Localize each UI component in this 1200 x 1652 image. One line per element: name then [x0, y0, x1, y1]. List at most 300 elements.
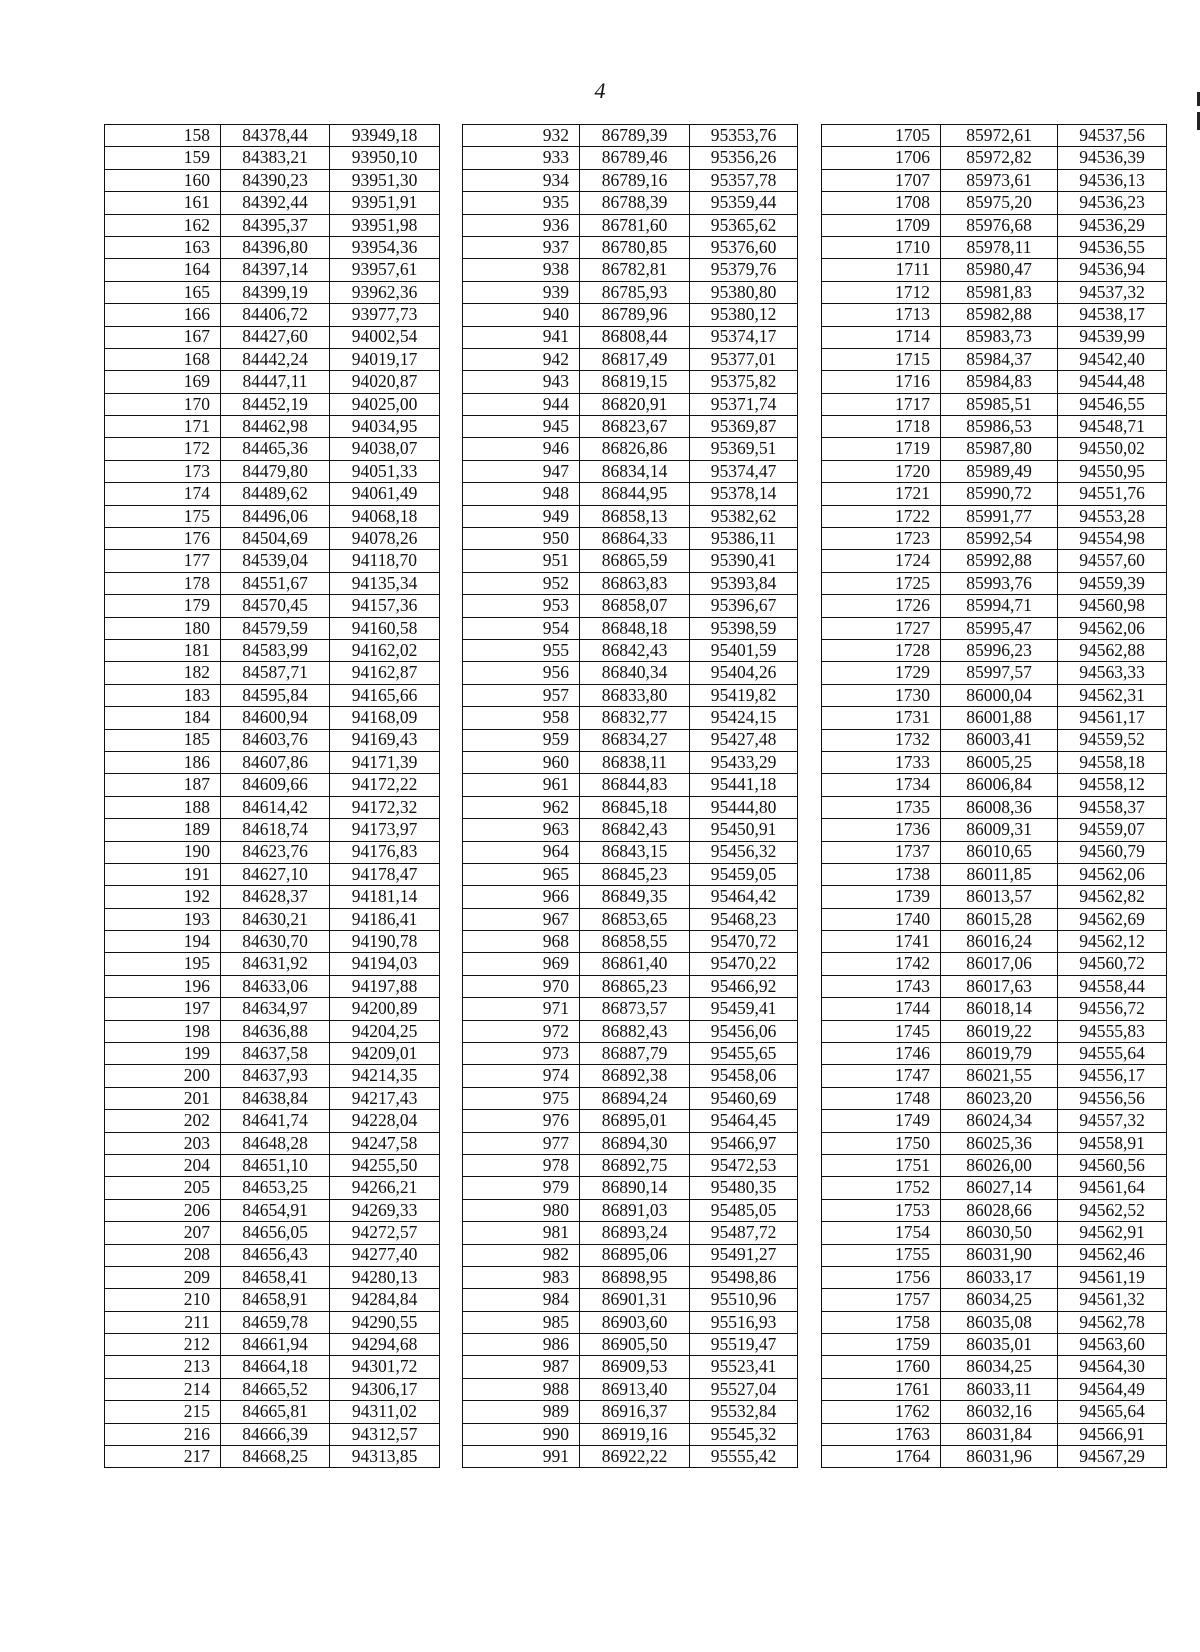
- table-row: [822, 125, 1167, 147]
- table-row: [105, 886, 440, 908]
- point-number-cell: 203: [105, 1132, 221, 1154]
- table-row: [822, 371, 1167, 393]
- point-number-cell: 177: [105, 550, 221, 572]
- point-number-cell: 173: [105, 460, 221, 482]
- point-number-cell: 1741: [822, 931, 941, 953]
- point-number-cell: 1748: [822, 1087, 941, 1109]
- point-number-cell: 1706: [822, 147, 941, 169]
- x-coordinate-cell: 86785,93: [580, 281, 690, 303]
- x-coordinate-cell: 84661,94: [221, 1334, 330, 1356]
- x-coordinate-cell: 86864,33: [580, 528, 690, 550]
- x-coordinate-cell: 84658,41: [221, 1266, 330, 1288]
- x-coordinate-cell: 85980,47: [941, 259, 1058, 281]
- x-coordinate-cell: 86006,84: [941, 774, 1058, 796]
- point-number-cell: 1719: [822, 438, 941, 460]
- table-row: [105, 1177, 440, 1199]
- x-coordinate-cell: 86018,14: [941, 998, 1058, 1020]
- point-number-cell: 1727: [822, 617, 941, 639]
- x-coordinate-cell: 86833,80: [580, 684, 690, 706]
- point-number-cell: 158: [105, 125, 221, 147]
- x-coordinate-cell: 85991,77: [941, 505, 1058, 527]
- y-coordinate-cell: 94228,04: [330, 1110, 440, 1132]
- table-row: [463, 416, 798, 438]
- x-coordinate-cell: 86893,24: [580, 1222, 690, 1244]
- point-number-cell: 1708: [822, 192, 941, 214]
- x-coordinate-cell: 84648,28: [221, 1132, 330, 1154]
- y-coordinate-cell: 94168,09: [330, 707, 440, 729]
- x-coordinate-cell: 86913,40: [580, 1378, 690, 1400]
- point-number-cell: 1744: [822, 998, 941, 1020]
- point-number-cell: 1733: [822, 751, 941, 773]
- table-row: [463, 953, 798, 975]
- y-coordinate-cell: 95441,18: [690, 774, 798, 796]
- y-coordinate-cell: 95386,11: [690, 528, 798, 550]
- x-coordinate-cell: 84668,25: [221, 1446, 330, 1468]
- x-coordinate-cell: 84654,91: [221, 1199, 330, 1221]
- x-coordinate-cell: 86033,11: [941, 1378, 1058, 1400]
- point-number-cell: 1739: [822, 886, 941, 908]
- x-coordinate-cell: 86865,59: [580, 550, 690, 572]
- point-number-cell: 984: [463, 1289, 580, 1311]
- point-number-cell: 1711: [822, 259, 941, 281]
- x-coordinate-cell: 84396,80: [221, 236, 330, 258]
- y-coordinate-cell: 95433,29: [690, 751, 798, 773]
- table-row: [463, 550, 798, 572]
- y-coordinate-cell: 95456,06: [690, 1020, 798, 1042]
- point-number-cell: 1723: [822, 528, 941, 550]
- table-row: [105, 1043, 440, 1065]
- table-row: [105, 259, 440, 281]
- table-row: [105, 863, 440, 885]
- table-row: [105, 662, 440, 684]
- point-number-cell: 981: [463, 1222, 580, 1244]
- table-row: [463, 1020, 798, 1042]
- table-row: [105, 348, 440, 370]
- y-coordinate-cell: 95369,87: [690, 416, 798, 438]
- x-coordinate-cell: 86031,84: [941, 1423, 1058, 1445]
- x-coordinate-cell: 86887,79: [580, 1043, 690, 1065]
- table-row: [463, 1043, 798, 1065]
- table-row: [822, 460, 1167, 482]
- table-row: [822, 751, 1167, 773]
- table-row: [105, 684, 440, 706]
- y-coordinate-cell: 94536,39: [1058, 147, 1167, 169]
- x-coordinate-cell: 86916,37: [580, 1401, 690, 1423]
- point-number-cell: 208: [105, 1244, 221, 1266]
- y-coordinate-cell: 94312,57: [330, 1423, 440, 1445]
- point-number-cell: 212: [105, 1334, 221, 1356]
- y-coordinate-cell: 93951,98: [330, 214, 440, 236]
- x-coordinate-cell: 84427,60: [221, 326, 330, 348]
- y-coordinate-cell: 94560,79: [1058, 841, 1167, 863]
- y-coordinate-cell: 94176,83: [330, 841, 440, 863]
- x-coordinate-cell: 86858,55: [580, 931, 690, 953]
- x-coordinate-cell: 86789,16: [580, 169, 690, 191]
- point-number-cell: 1738: [822, 863, 941, 885]
- x-coordinate-cell: 86834,27: [580, 729, 690, 751]
- table-row: [105, 1222, 440, 1244]
- table-row: [105, 1311, 440, 1333]
- point-number-cell: 184: [105, 707, 221, 729]
- y-coordinate-cell: 95468,23: [690, 908, 798, 930]
- point-number-cell: 1755: [822, 1244, 941, 1266]
- point-number-cell: 978: [463, 1154, 580, 1176]
- x-coordinate-cell: 84595,84: [221, 684, 330, 706]
- table-row: [105, 169, 440, 191]
- table-row: [822, 528, 1167, 550]
- x-coordinate-cell: 86894,24: [580, 1087, 690, 1109]
- y-coordinate-cell: 94272,57: [330, 1222, 440, 1244]
- point-number-cell: 1721: [822, 483, 941, 505]
- x-coordinate-cell: 84479,80: [221, 460, 330, 482]
- x-coordinate-cell: 84465,36: [221, 438, 330, 460]
- point-number-cell: 1732: [822, 729, 941, 751]
- table-row: [105, 1244, 440, 1266]
- y-coordinate-cell: 93949,18: [330, 125, 440, 147]
- point-number-cell: 1709: [822, 214, 941, 236]
- x-coordinate-cell: 84665,81: [221, 1401, 330, 1423]
- y-coordinate-cell: 94269,33: [330, 1199, 440, 1221]
- table-row: [463, 774, 798, 796]
- point-number-cell: 1752: [822, 1177, 941, 1199]
- table-row: [822, 505, 1167, 527]
- table-row: [105, 975, 440, 997]
- x-coordinate-cell: 84651,10: [221, 1154, 330, 1176]
- point-number-cell: 188: [105, 796, 221, 818]
- y-coordinate-cell: 94561,64: [1058, 1177, 1167, 1199]
- y-coordinate-cell: 94019,17: [330, 348, 440, 370]
- y-coordinate-cell: 94566,91: [1058, 1423, 1167, 1445]
- table-row: [463, 908, 798, 930]
- table-row: [822, 348, 1167, 370]
- x-coordinate-cell: 85985,51: [941, 393, 1058, 415]
- table-row: [105, 639, 440, 661]
- table-row: [463, 438, 798, 460]
- point-number-cell: 204: [105, 1154, 221, 1176]
- y-coordinate-cell: 95464,42: [690, 886, 798, 908]
- table-row: [822, 595, 1167, 617]
- y-coordinate-cell: 95460,69: [690, 1087, 798, 1109]
- table-row: [822, 1356, 1167, 1378]
- y-coordinate-cell: 94542,40: [1058, 348, 1167, 370]
- y-coordinate-cell: 94546,55: [1058, 393, 1167, 415]
- point-number-cell: 1751: [822, 1154, 941, 1176]
- x-coordinate-cell: 86849,35: [580, 886, 690, 908]
- point-number-cell: 1759: [822, 1334, 941, 1356]
- point-number-cell: 1718: [822, 416, 941, 438]
- y-coordinate-cell: 94157,36: [330, 595, 440, 617]
- point-number-cell: 970: [463, 975, 580, 997]
- x-coordinate-cell: 84378,44: [221, 125, 330, 147]
- table-row: [463, 931, 798, 953]
- table-row: [463, 214, 798, 236]
- table-row: [822, 550, 1167, 572]
- x-coordinate-cell: 86034,25: [941, 1289, 1058, 1311]
- x-coordinate-cell: 86025,36: [941, 1132, 1058, 1154]
- point-number-cell: 161: [105, 192, 221, 214]
- point-number-cell: 983: [463, 1266, 580, 1288]
- x-coordinate-cell: 86817,49: [580, 348, 690, 370]
- x-coordinate-cell: 86844,95: [580, 483, 690, 505]
- x-coordinate-cell: 84392,44: [221, 192, 330, 214]
- point-number-cell: 1731: [822, 707, 941, 729]
- y-coordinate-cell: 95485,05: [690, 1199, 798, 1221]
- table-row: [822, 953, 1167, 975]
- table-row: [105, 931, 440, 953]
- x-coordinate-cell: 84666,39: [221, 1423, 330, 1445]
- table-row: [822, 796, 1167, 818]
- y-coordinate-cell: 94544,48: [1058, 371, 1167, 393]
- x-coordinate-cell: 86009,31: [941, 819, 1058, 841]
- table-row: [822, 1222, 1167, 1244]
- point-number-cell: 953: [463, 595, 580, 617]
- table-row: [463, 1446, 798, 1468]
- y-coordinate-cell: 95455,65: [690, 1043, 798, 1065]
- point-number-cell: 967: [463, 908, 580, 930]
- y-coordinate-cell: 94034,95: [330, 416, 440, 438]
- point-number-cell: 185: [105, 729, 221, 751]
- x-coordinate-cell: 84583,99: [221, 639, 330, 661]
- point-number-cell: 988: [463, 1378, 580, 1400]
- y-coordinate-cell: 94217,43: [330, 1087, 440, 1109]
- point-number-cell: 949: [463, 505, 580, 527]
- table-row: [105, 416, 440, 438]
- table-row: [463, 371, 798, 393]
- y-coordinate-cell: 94564,30: [1058, 1356, 1167, 1378]
- y-coordinate-cell: 94536,13: [1058, 169, 1167, 191]
- table-row: [822, 617, 1167, 639]
- y-coordinate-cell: 94284,84: [330, 1289, 440, 1311]
- table-row: [463, 1423, 798, 1445]
- table-row: [463, 707, 798, 729]
- point-number-cell: 958: [463, 707, 580, 729]
- table-row: [105, 1154, 440, 1176]
- point-number-cell: 980: [463, 1199, 580, 1221]
- table-row: [822, 1154, 1167, 1176]
- y-coordinate-cell: 95510,96: [690, 1289, 798, 1311]
- x-coordinate-cell: 86005,25: [941, 751, 1058, 773]
- x-coordinate-cell: 86008,36: [941, 796, 1058, 818]
- table-row: [105, 1378, 440, 1400]
- y-coordinate-cell: 94562,91: [1058, 1222, 1167, 1244]
- x-coordinate-cell: 84462,98: [221, 416, 330, 438]
- y-coordinate-cell: 94556,56: [1058, 1087, 1167, 1109]
- y-coordinate-cell: 95398,59: [690, 617, 798, 639]
- y-coordinate-cell: 93962,36: [330, 281, 440, 303]
- y-coordinate-cell: 94290,55: [330, 1311, 440, 1333]
- y-coordinate-cell: 95424,15: [690, 707, 798, 729]
- y-coordinate-cell: 94539,99: [1058, 326, 1167, 348]
- x-coordinate-cell: 86781,60: [580, 214, 690, 236]
- y-coordinate-cell: 94171,39: [330, 751, 440, 773]
- y-coordinate-cell: 94165,66: [330, 684, 440, 706]
- point-number-cell: 165: [105, 281, 221, 303]
- point-number-cell: 950: [463, 528, 580, 550]
- point-number-cell: 937: [463, 236, 580, 258]
- table-row: [105, 483, 440, 505]
- table-row: [105, 304, 440, 326]
- y-coordinate-cell: 94301,72: [330, 1356, 440, 1378]
- y-coordinate-cell: 95374,47: [690, 460, 798, 482]
- y-coordinate-cell: 95380,80: [690, 281, 798, 303]
- point-number-cell: 944: [463, 393, 580, 415]
- x-coordinate-cell: 85975,20: [941, 192, 1058, 214]
- point-number-cell: 178: [105, 572, 221, 594]
- table-row: [822, 393, 1167, 415]
- point-number-cell: 1761: [822, 1378, 941, 1400]
- point-number-cell: 975: [463, 1087, 580, 1109]
- x-coordinate-cell: 86789,96: [580, 304, 690, 326]
- x-coordinate-cell: 86840,34: [580, 662, 690, 684]
- x-coordinate-cell: 85972,82: [941, 147, 1058, 169]
- table-row: [105, 236, 440, 258]
- table-row: [463, 169, 798, 191]
- table-row: [822, 1132, 1167, 1154]
- point-number-cell: 1762: [822, 1401, 941, 1423]
- y-coordinate-cell: 94555,64: [1058, 1043, 1167, 1065]
- table-row: [105, 1087, 440, 1109]
- y-coordinate-cell: 94559,07: [1058, 819, 1167, 841]
- table-row: [822, 908, 1167, 930]
- table-row: [105, 1199, 440, 1221]
- table-row: [822, 438, 1167, 460]
- point-number-cell: 1720: [822, 460, 941, 482]
- point-number-cell: 982: [463, 1244, 580, 1266]
- point-number-cell: 1749: [822, 1110, 941, 1132]
- x-coordinate-cell: 86013,57: [941, 886, 1058, 908]
- y-coordinate-cell: 95458,06: [690, 1065, 798, 1087]
- x-coordinate-cell: 86019,22: [941, 1020, 1058, 1042]
- y-coordinate-cell: 94255,50: [330, 1154, 440, 1176]
- point-number-cell: 217: [105, 1446, 221, 1468]
- point-number-cell: 976: [463, 1110, 580, 1132]
- point-number-cell: 170: [105, 393, 221, 415]
- table-row: [105, 617, 440, 639]
- x-coordinate-cell: 84383,21: [221, 147, 330, 169]
- table-row: [463, 259, 798, 281]
- x-coordinate-cell: 84600,94: [221, 707, 330, 729]
- table-row: [822, 1110, 1167, 1132]
- x-coordinate-cell: 86861,40: [580, 953, 690, 975]
- point-number-cell: 986: [463, 1334, 580, 1356]
- y-coordinate-cell: 94204,25: [330, 1020, 440, 1042]
- point-number-cell: 164: [105, 259, 221, 281]
- x-coordinate-cell: 86858,07: [580, 595, 690, 617]
- x-coordinate-cell: 86843,15: [580, 841, 690, 863]
- table-row: [463, 192, 798, 214]
- x-coordinate-cell: 86865,23: [580, 975, 690, 997]
- x-coordinate-cell: 85973,61: [941, 169, 1058, 191]
- table-row: [105, 550, 440, 572]
- y-coordinate-cell: 94135,34: [330, 572, 440, 594]
- point-number-cell: 947: [463, 460, 580, 482]
- y-coordinate-cell: 95390,41: [690, 550, 798, 572]
- table-row: [463, 304, 798, 326]
- x-coordinate-cell: 86823,67: [580, 416, 690, 438]
- x-coordinate-cell: 84539,04: [221, 550, 330, 572]
- point-number-cell: 180: [105, 617, 221, 639]
- point-number-cell: 946: [463, 438, 580, 460]
- y-coordinate-cell: 94558,44: [1058, 975, 1167, 997]
- x-coordinate-cell: 84665,52: [221, 1378, 330, 1400]
- point-number-cell: 934: [463, 169, 580, 191]
- point-number-cell: 216: [105, 1423, 221, 1445]
- y-coordinate-cell: 94061,49: [330, 483, 440, 505]
- coordinates-table-2: [462, 124, 798, 1468]
- x-coordinate-cell: 86890,14: [580, 1177, 690, 1199]
- point-number-cell: 206: [105, 1199, 221, 1221]
- table-row: [105, 572, 440, 594]
- point-number-cell: 935: [463, 192, 580, 214]
- x-coordinate-cell: 86848,18: [580, 617, 690, 639]
- x-coordinate-cell: 84638,84: [221, 1087, 330, 1109]
- point-number-cell: 169: [105, 371, 221, 393]
- table-row: [105, 1356, 440, 1378]
- x-coordinate-cell: 86030,50: [941, 1222, 1058, 1244]
- point-number-cell: 1737: [822, 841, 941, 863]
- table-row: [463, 125, 798, 147]
- point-number-cell: 1725: [822, 572, 941, 594]
- point-number-cell: 176: [105, 528, 221, 550]
- y-coordinate-cell: 94561,32: [1058, 1289, 1167, 1311]
- y-coordinate-cell: 95369,51: [690, 438, 798, 460]
- table-row: [463, 460, 798, 482]
- point-number-cell: 987: [463, 1356, 580, 1378]
- point-number-cell: 172: [105, 438, 221, 460]
- y-coordinate-cell: 94169,43: [330, 729, 440, 751]
- y-coordinate-cell: 95393,84: [690, 572, 798, 594]
- point-number-cell: 213: [105, 1356, 221, 1378]
- y-coordinate-cell: 94536,29: [1058, 214, 1167, 236]
- y-coordinate-cell: 95527,04: [690, 1378, 798, 1400]
- table-row: [822, 304, 1167, 326]
- point-number-cell: 1707: [822, 169, 941, 191]
- y-coordinate-cell: 95545,32: [690, 1423, 798, 1445]
- table-row: [463, 639, 798, 661]
- table-row: [822, 483, 1167, 505]
- point-number-cell: 1756: [822, 1266, 941, 1288]
- point-number-cell: 202: [105, 1110, 221, 1132]
- table-row: [822, 863, 1167, 885]
- table-row: [822, 684, 1167, 706]
- x-coordinate-cell: 86000,04: [941, 684, 1058, 706]
- y-coordinate-cell: 95523,41: [690, 1356, 798, 1378]
- x-coordinate-cell: 85997,57: [941, 662, 1058, 684]
- x-coordinate-cell: 84504,69: [221, 528, 330, 550]
- table-row: [463, 1244, 798, 1266]
- x-coordinate-cell: 86826,86: [580, 438, 690, 460]
- point-number-cell: 194: [105, 931, 221, 953]
- x-coordinate-cell: 86032,16: [941, 1401, 1058, 1423]
- table-row: [463, 572, 798, 594]
- x-coordinate-cell: 84390,23: [221, 169, 330, 191]
- x-coordinate-cell: 86873,57: [580, 998, 690, 1020]
- table-row: [105, 1401, 440, 1423]
- table-row: [105, 1446, 440, 1468]
- x-coordinate-cell: 84397,14: [221, 259, 330, 281]
- point-number-cell: 159: [105, 147, 221, 169]
- x-coordinate-cell: 84609,66: [221, 774, 330, 796]
- y-coordinate-cell: 94553,28: [1058, 505, 1167, 527]
- point-number-cell: 954: [463, 617, 580, 639]
- point-number-cell: 939: [463, 281, 580, 303]
- y-coordinate-cell: 94172,22: [330, 774, 440, 796]
- table-row: [463, 1311, 798, 1333]
- table-row: [105, 1020, 440, 1042]
- y-coordinate-cell: 95459,41: [690, 998, 798, 1020]
- y-coordinate-cell: 94537,56: [1058, 125, 1167, 147]
- x-coordinate-cell: 86016,24: [941, 931, 1058, 953]
